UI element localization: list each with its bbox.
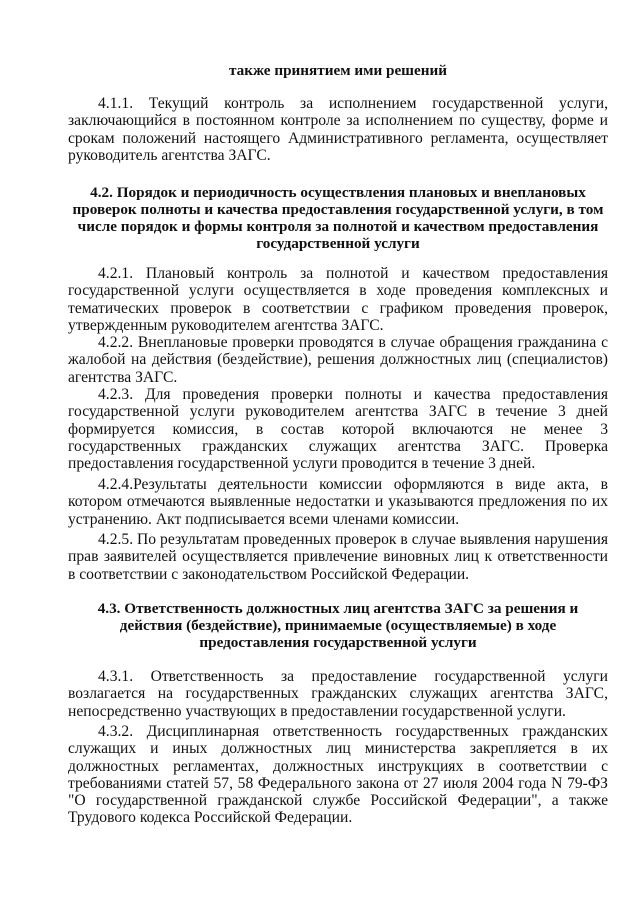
paragraph-4-2-4: 4.2.4.Результаты деятельности комиссии оформляются в виде акта, в котором отмечаются выявленные недостатки и указываются предложения по их устранению. Акт подписывается всеми членами комиссии.: [68, 476, 608, 528]
paragraph-4-2-1: 4.2.1. Плановый контроль за полнотой и качеством предоставления государственной услуги осуществляется в ходе проведения комплексных и тематических проверок в соответствии с графиком проведения проверок, утвержденным руководителем агентства ЗАГС.: [68, 265, 608, 334]
section-heading-4-3: 4.3. Ответственность должностных лиц агентства ЗАГС за решения и действия (бездействие), принимаемые (осуществляемые) в ходе предоставления государственной услуги: [97, 600, 579, 651]
section-heading-fragment: также принятием ими решений: [229, 62, 447, 79]
paragraph-4-1-1: 4.1.1. Текущий контроль за исполнением государственной услуги, заключающийся в постоянном контроле за исполнением по существу, форме и срокам положений настоящего Административного регламента, осуществляет руководитель агентства ЗАГС.: [68, 95, 608, 164]
paragraph-4-2-2: 4.2.2. Внеплановые проверки проводятся в случае обращения гражданина с жалобой на действия (бездействие), решения должностных лиц (специалистов) агентства ЗАГС.: [68, 334, 608, 386]
paragraph-4-3-1: 4.3.1. Ответственность за предоставление государственной услуги возлагается на государственных гражданских служащих агентства ЗАГС, непосредственно участвующих в предоставлении государственной услуги.: [68, 668, 608, 720]
section-heading-4-2: 4.2. Порядок и периодичность осуществления плановых и внеплановых проверок полноты и качества предоставления государственной услуги, в том числе порядок и формы контроля за полнотой и качеством предоставления государственной услуги: [72, 184, 604, 252]
paragraph-4-2-5: 4.2.5. По результатам проведенных проверок в случае выявления нарушения прав заявителей осуществляется привлечение виновных лиц к ответственности в соответствии с законодательством Российской Федерации.: [68, 531, 608, 583]
paragraph-4-3-2: 4.3.2. Дисциплинарная ответственность государственных гражданских служащих и иных должностных лиц министерства закрепляется в их должностных регламентах, должностных инструкциях в соответствии с требованиями статей 57, 58 Федерального закона от 27 июля 2004 года N 79-ФЗ "О государственной гражданской службе Российской Федерации", а также Трудового кодекса Российской Федерации.: [68, 723, 608, 827]
paragraph-4-2-3: 4.2.3. Для проведения проверки полноты и качества предоставления государственной услуги руководителем агентства ЗАГС в течение 3 дней формируется комиссия, в состав которой включаются не менее 3 государственных гражданских служащих агентства ЗАГС. Проверка предоставления государственной услуги проводится в течение 3 дней.: [68, 386, 608, 473]
